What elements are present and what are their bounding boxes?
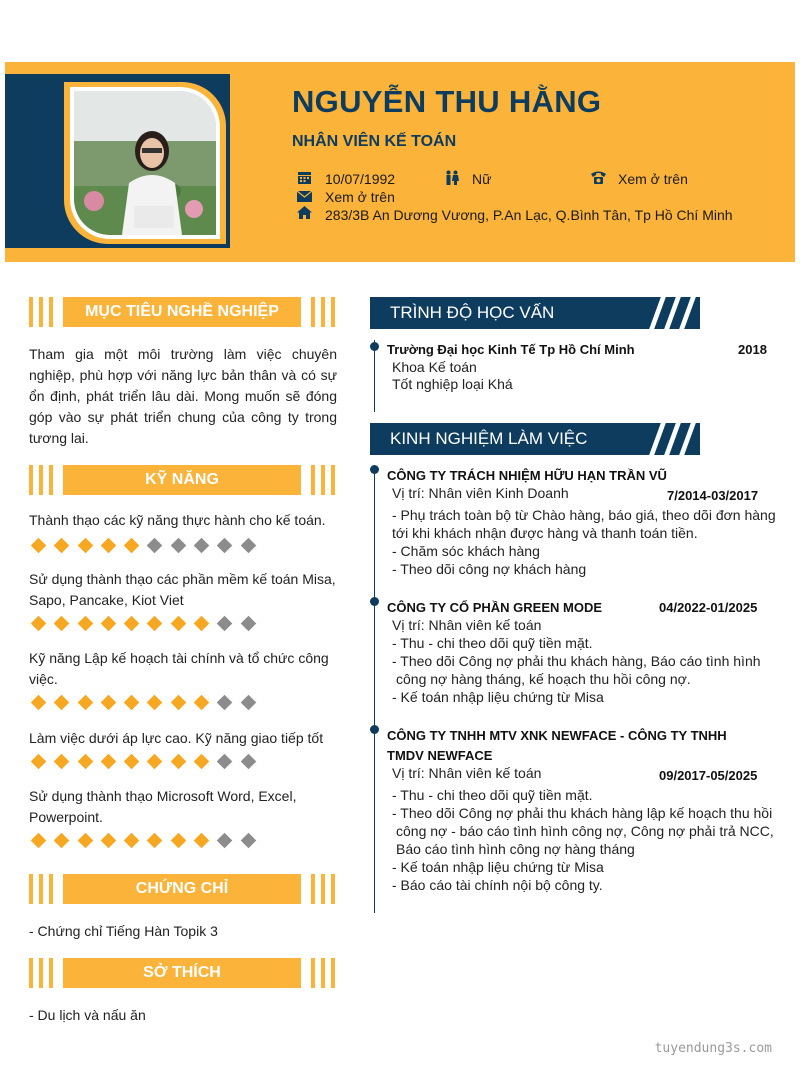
skills-heading-block xyxy=(29,465,335,495)
rating-diamond-filled xyxy=(171,695,187,711)
email: Xem ở trên xyxy=(325,189,395,205)
rating-diamond-filled xyxy=(171,833,187,849)
rating-diamond-filled xyxy=(31,538,47,554)
certificate-item: - Chứng chỉ Tiếng Hàn Topik 3 xyxy=(29,923,218,939)
gender: Nữ xyxy=(472,171,492,187)
company-name: CÔNG TY CỔ PHẦN GREEN MODE xyxy=(387,600,603,615)
hobby-item: - Du lịch và nấu ăn xyxy=(29,1007,146,1023)
phone-icon xyxy=(590,170,607,188)
skill-text: Sử dụng thành thạo Microsoft Word, Excel, Powerpoint. xyxy=(29,788,297,825)
rating-diamond-filled xyxy=(101,833,117,849)
education-grade: Tốt nghiệp loại Khá xyxy=(392,376,513,392)
job-position: Vị trí: Nhân viên kế toán xyxy=(392,765,542,781)
experience-heading-block xyxy=(370,423,700,455)
skill-text: Kỹ năng Lập kế hoạch tài chính và tổ chức công việc. xyxy=(29,650,329,687)
calendar-icon xyxy=(297,170,312,188)
company-name-cont: TMDV NEWFACE xyxy=(387,748,493,763)
rating-diamond-filled xyxy=(101,616,117,632)
certificates-heading-block xyxy=(29,874,335,904)
job-position: Vị trí: Nhân viên Kinh Doanh xyxy=(392,485,569,501)
timeline-dot xyxy=(370,597,379,606)
timeline-dot xyxy=(370,465,379,474)
rating-diamond-filled xyxy=(171,754,187,770)
rating-diamond-filled xyxy=(77,833,93,849)
rating-diamond-empty xyxy=(240,616,256,632)
rating-diamond-filled xyxy=(54,538,70,554)
rating-diamond-filled xyxy=(31,833,47,849)
rating-diamond-filled xyxy=(54,695,70,711)
rating-diamond-filled xyxy=(77,538,93,554)
job-period: 04/2022-01/2025 xyxy=(659,600,758,615)
education-major: Khoa Kế toán xyxy=(392,359,477,375)
rating-diamond-filled xyxy=(31,754,47,770)
skill-text: Sử dụng thành thạo các phần mềm kế toán Misa, Sapo, Pancake, Kiot Viet xyxy=(29,571,336,608)
rating-diamond-filled xyxy=(194,833,210,849)
rating-diamond-filled xyxy=(77,616,93,632)
rating-diamond-empty xyxy=(217,538,233,554)
graduation-year: 2018 xyxy=(738,342,767,357)
rating-diamond-filled xyxy=(101,538,117,554)
skill-rating xyxy=(33,695,266,713)
rating-diamond-filled xyxy=(124,538,140,554)
rating-diamond-filled xyxy=(147,754,163,770)
rating-diamond-filled xyxy=(31,695,47,711)
job-duty: - Theo dõi Công nợ phải thu khách hàng, Báo cáo tình hình xyxy=(392,653,761,669)
rating-diamond-filled xyxy=(171,616,187,632)
rating-diamond-empty xyxy=(240,754,256,770)
job-period: 7/2014-03/2017 xyxy=(667,488,759,503)
rating-diamond-filled xyxy=(101,754,117,770)
phone: Xem ở trên xyxy=(618,171,688,187)
rating-diamond-empty xyxy=(217,616,233,632)
skills-heading: KỸ NĂNG xyxy=(63,465,301,495)
job-duty: - Theo dõi Công nợ phải thu khách hàng lập kế hoạch thu hồi xyxy=(392,805,773,821)
home-icon xyxy=(297,206,312,222)
rating-diamond-filled xyxy=(124,833,140,849)
gender-icon xyxy=(444,170,460,189)
experience-heading: KINH NGHIỆM LÀM VIỆC xyxy=(390,429,588,448)
job-duty: - Kế toán nhập liệu chứng từ Misa xyxy=(392,689,604,705)
rating-diamond-empty xyxy=(217,833,233,849)
rating-diamond-filled xyxy=(54,616,70,632)
job-duty: công nợ hàng tháng, kế hoạch thu hồi công nợ. xyxy=(396,671,691,687)
job-duty: tới khi khách nhận được hàng và thanh toán tiền. xyxy=(392,525,698,541)
avatar xyxy=(74,91,216,235)
objective-text: Tham gia một môi trường làm việc chuyên nghiệp, phù hợp với năng lực bản thân và có sự ổn định, phát triển lâu dài. Mong muốn sẽ đóng góp vào sự phát triển chung của công ty trong tương lai. xyxy=(29,346,337,446)
rating-diamond-empty xyxy=(240,695,256,711)
rating-diamond-empty xyxy=(217,754,233,770)
job-duty: - Kế toán nhập liệu chứng từ Misa xyxy=(392,859,604,875)
email-icon xyxy=(297,189,312,205)
rating-diamond-filled xyxy=(147,833,163,849)
rating-diamond-filled xyxy=(194,754,210,770)
job-duty: công nợ - báo cáo tình hình công nợ, Công nợ phải trả NCC, xyxy=(396,823,774,839)
rating-diamond-filled xyxy=(194,695,210,711)
skill-rating xyxy=(33,754,266,772)
school-name: Trường Đại học Kinh Tế Tp Hồ Chí Minh xyxy=(387,342,635,357)
address: 283/3B An Dương Vương, P.An Lạc, Q.Bình Tân, Tp Hồ Chí Minh xyxy=(325,207,733,223)
job-duty: Báo cáo tình hình công nợ hàng tháng xyxy=(396,841,635,857)
job-period: 09/2017-05/2025 xyxy=(659,768,758,783)
job-duty: - Thu - chi theo dõi quỹ tiền mặt. xyxy=(392,635,593,651)
rating-diamond-filled xyxy=(31,616,47,632)
job-duty: - Thu - chi theo dõi quỹ tiền mặt. xyxy=(392,787,593,803)
company-name: CÔNG TY TRÁCH NHIỆM HỮU HẠN TRẦN VŨ xyxy=(387,468,667,483)
timeline-dot xyxy=(370,342,379,351)
rating-diamond-filled xyxy=(101,695,117,711)
rating-diamond-filled xyxy=(54,754,70,770)
rating-diamond-filled xyxy=(194,616,210,632)
rating-diamond-filled xyxy=(77,695,93,711)
education-heading-block xyxy=(370,297,700,329)
rating-diamond-filled xyxy=(124,616,140,632)
birthday: 10/07/1992 xyxy=(325,171,396,187)
objective-heading-block xyxy=(29,297,335,327)
rating-diamond-filled xyxy=(147,695,163,711)
job-position: Vị trí: Nhân viên kế toán xyxy=(392,617,542,633)
rating-diamond-empty xyxy=(171,538,187,554)
company-name: CÔNG TY TNHH MTV XNK NEWFACE - CÔNG TY TNHH xyxy=(387,728,727,743)
skill-rating xyxy=(33,616,266,634)
timeline-dot xyxy=(370,725,379,734)
certificates-heading: CHỨNG CHỈ xyxy=(63,874,301,904)
rating-diamond-filled xyxy=(124,754,140,770)
rating-diamond-filled xyxy=(77,754,93,770)
rating-diamond-empty xyxy=(147,538,163,554)
rating-diamond-empty xyxy=(240,833,256,849)
rating-diamond-filled xyxy=(54,833,70,849)
watermark: tuyendung3s.com xyxy=(654,1041,772,1056)
rating-diamond-empty xyxy=(217,695,233,711)
rating-diamond-filled xyxy=(147,616,163,632)
job-duty: - Phụ trách toàn bộ từ Chào hàng, báo giá, theo dõi đơn hàng xyxy=(392,507,776,523)
rating-diamond-empty xyxy=(240,538,256,554)
skill-text: Thành thạo các kỹ năng thực hành cho kế toán. xyxy=(29,512,326,528)
skill-rating xyxy=(33,538,266,556)
rating-diamond-filled xyxy=(124,695,140,711)
hobbies-heading: SỞ THÍCH xyxy=(63,958,301,988)
candidate-name: NGUYỄN THU HẰNG xyxy=(292,84,602,119)
objective-heading: MỤC TIÊU NGHỀ NGHIỆP xyxy=(63,297,301,327)
job-duty: - Báo cáo tài chính nội bộ công ty. xyxy=(392,877,603,893)
experience-timeline xyxy=(374,468,375,913)
education-heading: TRÌNH ĐỘ HỌC VẤN xyxy=(390,303,555,322)
job-title: NHÂN VIÊN KẾ TOÁN xyxy=(292,133,457,150)
rating-diamond-empty xyxy=(194,538,210,554)
hobbies-heading-block xyxy=(29,958,335,988)
job-duty: - Chăm sóc khách hàng xyxy=(392,543,540,559)
job-duty: - Theo dõi công nợ khách hàng xyxy=(392,561,587,577)
skill-rating xyxy=(33,833,266,851)
skill-text: Làm việc dưới áp lực cao. Kỹ năng giao tiếp tốt xyxy=(29,730,324,746)
